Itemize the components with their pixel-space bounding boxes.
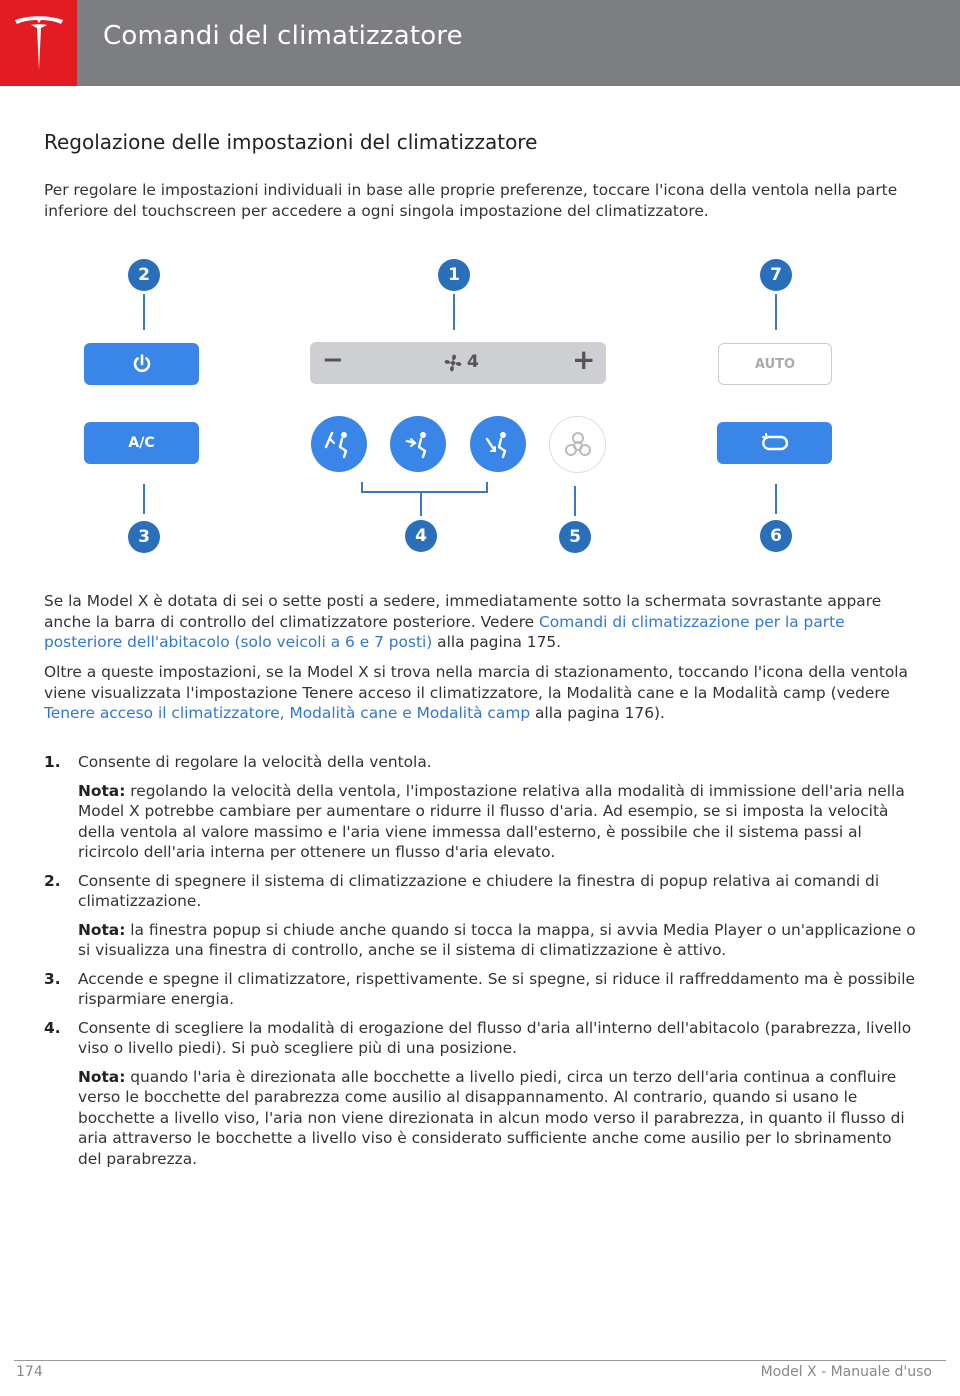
callout-line	[775, 484, 777, 514]
footer-divider	[14, 1360, 946, 1361]
manual-title: Model X - Manuale d'uso	[760, 1364, 932, 1380]
list-item: 3. Accende e spegne il climatizzatore, rispettivamente. Se si spegne, si riduce il raffreddamento ma è possibile risparmiare energia.	[44, 969, 916, 1008]
list-item: 4. Consente di scegliere la modalità di erogazione del flusso d'aria all'interno dell'abitacolo (parabrezza, livello viso o livello piedi). Si può scegliere più di una posizione.	[44, 1018, 912, 1057]
rear-climate-paragraph: Se la Model X è dotata di sei o sette posti a sedere, immediatamente sotto la schermata sovrastante appare anche la barra di controllo del climatizzatore posteriore. Vedere Comandi di climatizzazione per la parte posteriore dell'abitacolo (solo veicoli a 6 e 7 posti) alla pagina 175.	[44, 592, 882, 651]
callout-line	[775, 294, 777, 330]
bracket-line	[361, 491, 488, 493]
fan-speed-bar	[310, 342, 606, 384]
intro-paragraph: Per regolare le impostazioni individuali in base alle proprie preferenze, toccare l'icona della ventola nella parte inferiore del touchscreen per accedere a ogni singola impostazione del climatizzatore.	[44, 181, 898, 220]
section-title: Regolazione delle impostazioni del climatizzatore	[44, 130, 538, 154]
callout-3: 3	[128, 521, 160, 553]
keep-climate-on-link[interactable]: Tenere acceso il climatizzatore, Modalità cane e Modalità camp	[44, 704, 531, 722]
callout-4: 4	[405, 520, 437, 552]
airflow-windshield-icon	[322, 427, 356, 461]
list-item: 2. Consente di spegnere il sistema di climatizzazione e chiudere la finestra di popup relativa ai comandi di climatizzazione.	[44, 871, 880, 910]
callout-line	[453, 294, 455, 330]
airflow-feet-icon	[481, 427, 515, 461]
page-title: Comandi del climatizzatore	[103, 21, 463, 51]
fan-icon	[442, 352, 464, 378]
tesla-logo-icon	[11, 14, 67, 72]
list-item: 1. Consente di regolare la velocità della ventola.	[44, 753, 432, 771]
airflow-feet-button[interactable]	[470, 416, 526, 472]
callout-line	[143, 484, 145, 514]
airflow-face-icon	[401, 427, 435, 461]
page-header	[0, 0, 960, 86]
callout-line	[420, 492, 422, 516]
power-icon	[131, 353, 153, 375]
climate-controls-figure	[80, 250, 840, 560]
recirculation-icon	[761, 433, 789, 453]
callout-5: 5	[559, 521, 591, 553]
airflow-face-button[interactable]	[390, 416, 446, 472]
callout-7: 7	[760, 259, 792, 291]
callout-6: 6	[760, 520, 792, 552]
tesla-logo	[0, 0, 77, 86]
biohazard-icon	[562, 429, 594, 461]
fan-decrease-button[interactable]: −	[322, 345, 344, 375]
callout-line	[574, 486, 576, 516]
fan-speed-value: 4	[467, 352, 479, 372]
note: Nota: quando l'aria è direzionata alle bocchette a livello piedi, circa un terzo dell'aria continua a confluire verso le bocchette del parabrezza come ausilio al disappannamento. Al contrario, quando si usano le bocchette a livello viso, l'aria non viene direzionata in alcun modo verso il parabrezza, in quanto il flusso di aria attraverso le bocchette a livello viso è considerato sufficiente anche come ausilio per lo sbrinamento del parabrezza.	[78, 1067, 905, 1168]
park-modes-paragraph: Oltre a queste impostazioni, se la Model X si trova nella marcia di stazionamento, toccando l'icona della ventola viene visualizzata l'impostazione Tenere acceso il climatizzatore, la Modalità cane e la Modalità camp (vedere Tenere acceso il climatizzatore, Modalità cane e Modalità camp alla pagina 176).	[44, 663, 908, 722]
page-number: 174	[16, 1364, 43, 1380]
ac-button[interactable]: A/C	[84, 422, 199, 464]
auto-button[interactable]: AUTO	[718, 343, 832, 385]
power-button[interactable]	[84, 343, 199, 385]
note: Nota: regolando la velocità della ventola, l'impostazione relativa alla modalità di immissione dell'aria nella Model X potrebbe cambiare per aumentare o ridurre il flusso d'aria. Ad esempio, se si imposta la velocità della ventola al valore massimo e l'aria viene immessa dall'esterno, è possibile che il sistema passi al ricircolo dell'aria interna per ottenere un flusso d'aria elevato.	[78, 781, 905, 861]
callout-line	[143, 294, 145, 330]
bioweapon-defense-button[interactable]	[549, 416, 606, 473]
airflow-windshield-button[interactable]	[311, 416, 367, 472]
recirculation-button[interactable]	[717, 422, 832, 464]
note: Nota: la finestra popup si chiude anche quando si tocca la mappa, si avvia Media Player o un'applicazione o si visualizza una finestra di controllo, anche se il sistema di climatizzazione è attivo.	[78, 920, 916, 959]
fan-increase-button[interactable]: +	[572, 343, 596, 376]
callout-1: 1	[438, 259, 470, 291]
callout-2: 2	[128, 259, 160, 291]
rear-climate-link[interactable]: Comandi di climatizzazione per la parte posteriore dell'abitacolo (solo veicoli a 6 e 7 posti)	[44, 612, 845, 651]
settings-list	[44, 752, 916, 1177]
